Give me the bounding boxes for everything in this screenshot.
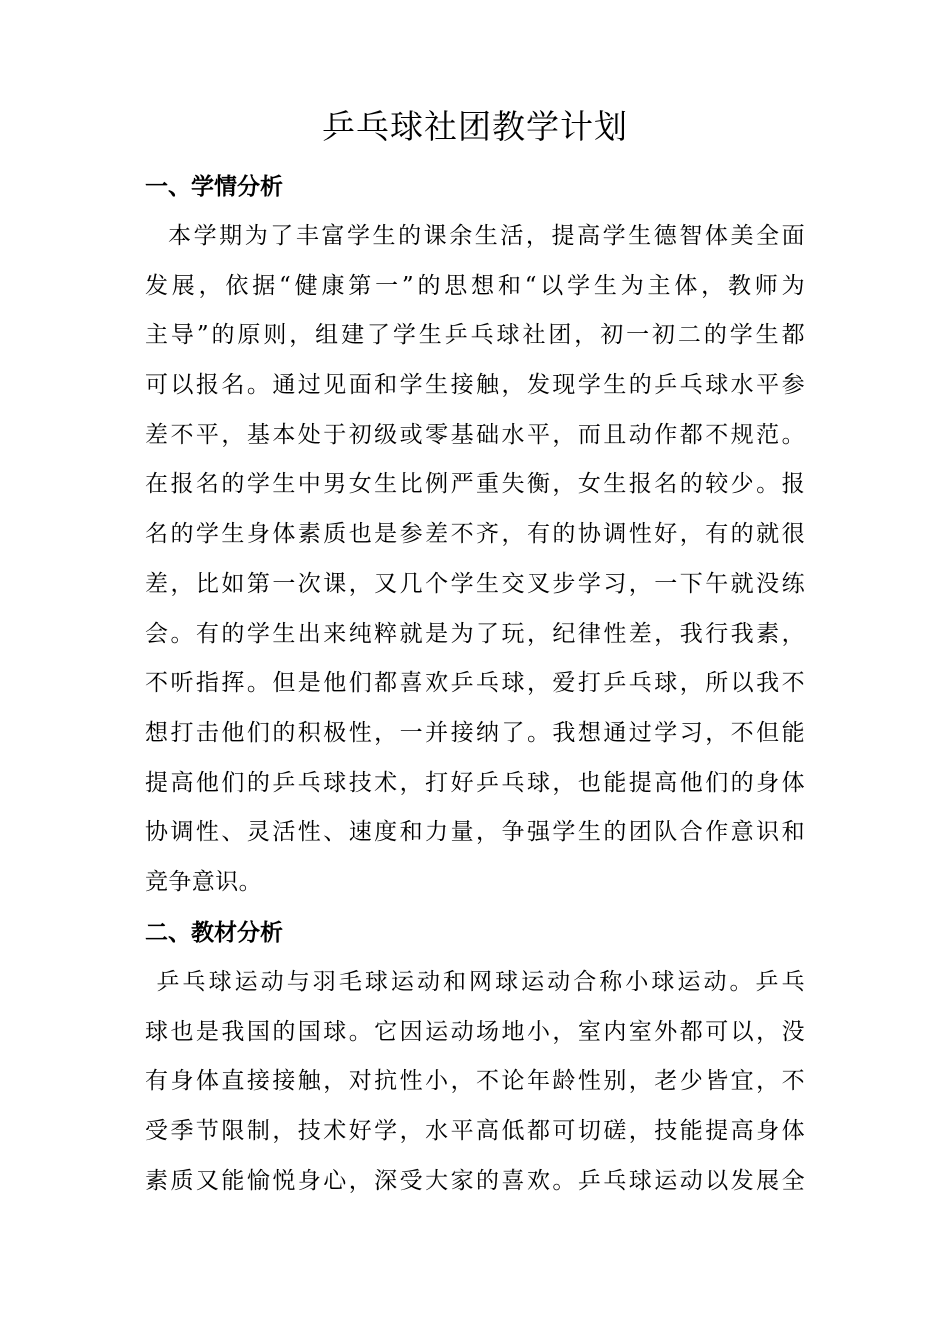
paragraph-line: 会。有的学生出来纯粹就是为了玩，纪律性差，我行我素，	[145, 620, 805, 647]
paragraph-line: 名的学生身体素质也是参差不齐，有的协调性好，有的就很	[145, 521, 805, 548]
document-title: 乒乓球社团教学计划	[322, 107, 628, 146]
paragraph-line: 差，比如第一次课，又几个学生交叉步学习，一下午就没练	[145, 570, 805, 597]
paragraph-learning-analysis	[145, 212, 805, 908]
section-heading-material-analysis: 二、教材分析	[145, 920, 283, 946]
paragraph-line: 主导”的原则，组建了学生乒乓球社团，初一初二的学生都	[145, 322, 805, 349]
paragraph-line: 素质又能愉悦身心，深受大家的喜欢。乒乓球运动以发展全	[145, 1167, 805, 1194]
paragraph-line: 发展，依据“健康第一”的思想和“以学生为主体，教师为	[145, 272, 805, 299]
paragraph-line: 提高他们的乒乓球技术，打好乒乓球，也能提高他们的身体	[145, 769, 805, 796]
paragraph-line: 本学期为了丰富学生的课余生活，提高学生德智体美全面	[168, 223, 805, 249]
paragraph-line: 可以报名。通过见面和学生接触，发现学生的乒乓球水平参	[145, 372, 805, 399]
paragraph-line: 竞争意识。	[145, 868, 262, 895]
paragraph-line: 不听指挥。但是他们都喜欢乒乓球，爱打乒乓球，所以我不	[145, 670, 805, 697]
paragraph-material-analysis	[145, 958, 805, 1206]
paragraph-line: 乒乓球运动与羽毛球运动和网球运动合称小球运动。乒乓	[156, 969, 805, 995]
paragraph-line: 差不平，基本处于初级或零基础水平，而且动作都不规范。	[145, 421, 805, 448]
paragraph-line: 在报名的学生中男女生比例严重失衡，女生报名的较少。报	[145, 471, 805, 498]
paragraph-line: 想打击他们的积极性，一并接纳了。我想通过学习，不但能	[145, 719, 805, 746]
section-heading-learning-analysis: 一、学情分析	[145, 174, 283, 200]
paragraph-line: 球也是我国的国球。它因运动场地小，室内室外都可以，没	[145, 1018, 805, 1045]
paragraph-line: 有身体直接接触，对抗性小，不论年龄性别，老少皆宜，不	[145, 1068, 805, 1095]
paragraph-line: 受季节限制，技术好学，水平高低都可切磋，技能提高身体	[145, 1118, 805, 1145]
paragraph-line: 协调性、灵活性、速度和力量，争强学生的团队合作意识和	[145, 819, 805, 846]
